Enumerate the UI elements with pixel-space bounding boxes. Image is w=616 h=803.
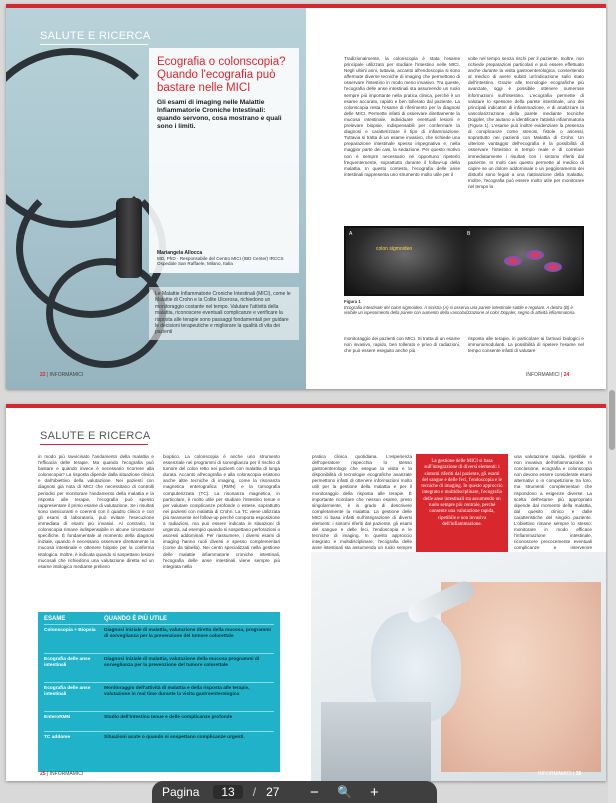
footer-right: INFORMAMICI | 24 <box>526 372 570 378</box>
section-underline <box>40 444 148 445</box>
text-column-1: in modo più ravvicinato l'andamento della malattia e l'efficacia delle terapie. Ma quando l'ecografia può bastare e quando invece è necessario ricorrere alla colonscopia? La risposta dipende dalla situazione clinica e dall'obiettivo della valutazione. Nei pazienti con diagnosi già nota di MICI che necessitano di controlli periodici per monitorare l'andamento della malattia e la risposta alle terapie, l'ecografia può spesso rappresentare il primo esame di valutazione. Se i risultati sono rassicuranti e coerenti con il quadro clinico e con gli esami di laboratorio, può evitare l'esecuzione immediata di esami più invasivi. Al contrario, la colonscopia rimane indispensabile in alcune circostanze specifiche. È fondamentale al momento della diagnosi iniziale, quando è necessario osservare direttamente la mucosa intestinale e ottenere biopsie per la conferma istologica. Inoltre, è indicata quando si sospettano lesioni mucosali che richiedono una valutazione diretta ed un esame istologico mediante prelievo <box>38 454 154 569</box>
doppler-signal <box>504 256 522 266</box>
author-block <box>149 250 299 266</box>
text-column-3: monitoraggio dei pazienti con MICI. Si tratta di un esame non invasivo, rapido, ben tollerato e privo di radiazioni, che può essere eseguito anche più <box>344 336 460 354</box>
text-column-4: una valutazione rapida, ripetibile e non invasiva dell'infiammazione. In conclusione, ecografia e colonscopia non devono essere considerate esami alternativi o in competizione tra loro, ma strumenti complementari che rispondono a esigenze diverse. La scelta dell'esame più appropriato dipende dal momento della malattia, dal quesito clinico e dalle caratteristiche del singolo paziente. L'obiettivo rimane sempre lo stesso: monitorare in modo efficace l'infiammazione intestinale, riconoscere precocemente eventuali complicanze e intervenire <box>514 454 592 551</box>
table-cell-use: Situazioni acute o quando si sospettano complicanze urgenti. <box>104 735 245 740</box>
zoom-out-button[interactable]: − <box>310 783 319 801</box>
table-row <box>44 624 274 653</box>
ultrasound-exam-photo <box>311 552 606 781</box>
table-cell-exam: TC addome <box>44 735 71 740</box>
page-number: 22 <box>40 372 46 378</box>
table-cell-use: Diagnosi iniziale di malattia, valutazione della mucosa programmi di sorveglianza per la prevenzione del tumore colorettale <box>104 657 260 668</box>
article-title: Ecografia o colonscopia? Quando l'ecografia può bastare nelle MICI <box>157 56 286 94</box>
ultrasound-image-b <box>464 228 582 294</box>
footer-magazine-name: INFORMAMICI <box>49 372 84 378</box>
figure-letter-b: B <box>467 231 471 237</box>
zoom-in-button[interactable]: + <box>370 783 379 801</box>
endoscope-cable-lower <box>46 258 166 368</box>
patient-neck <box>441 582 601 772</box>
table-cell-use: Studio dell'intestino tenue e delle complicanze profonde <box>104 715 233 720</box>
current-page-input[interactable]: 13 <box>213 785 242 799</box>
footer-magazine-name: INFORMAMICI <box>538 771 572 777</box>
figure-label-colon: colon sigmoideo <box>376 246 413 252</box>
table-cell-exam: Ecografia delle anse intestinali <box>44 657 91 668</box>
figure-caption-title: Figura 1 <box>344 299 361 304</box>
spread-pages-25-26 <box>6 404 606 781</box>
author-name: Mariangela Allocca <box>157 250 203 256</box>
page-number: 25 <box>40 771 46 777</box>
table-cell-exam: EnteroRMN <box>44 715 71 720</box>
article-lede: Le Malattie Infiammatorie Croniche Intestinali (MICI), come le Malattie di Crohn e la Colite Ulcerosa, richiedono un monitoraggio costante nel tempo. Valutare l'attività della malattia, riconoscere eventuali complicanze e verificare la risposta alle terapie sono passaggi fondamentali per guidare le decisioni terapeutiche e migliorare la qualità di vita dei pazienti <box>149 287 299 340</box>
top-accent-bar <box>6 4 606 8</box>
section-label: SALUTE E RICERCA <box>40 30 151 42</box>
zoom-icon[interactable]: 🔍 <box>336 785 352 799</box>
ultrasound-machine <box>321 702 431 781</box>
figure-caption-text: Ecografia intestinale del colon sigmoideo. A sinistra (A) si osserva una parete intestinale sottile e regolare. A destra (B) è visibile un ispessimento della parete con aumento della vascolarizzazione al color Doppler, segno di attività infiammatoria. <box>344 304 576 315</box>
figure-letter-a: A <box>349 231 353 237</box>
footer-magazine-name: INFORMAMICI <box>526 372 560 378</box>
text-column-2: bioptico. La colonscopia è anche uno strumento essenziale nei programmi di sorveglianza per il rischio di tumore del colon retto nei pazienti con malattia di lunga durata. Accanto all'ecografia e alla colonscopia esistono anche altre tecniche di imaging, come la risonanza magnetica enterografica (RMN) e la tomografia computerizzata (TC). La risonanza magnetica, in particolare, è molto utile per studiare l'intestino tenue e per valutare complicanze profonde o estese, soprattutto nei pazienti con malattia di Crohn. La TC viene utilizzata più raramente nel follow-up perché comporta esposizione a radiazioni, ma può essere indicata in situazioni di urgenza, ad esempio quando si sospettano perforazioni o ascessi addominali. Per riassumere, i diversi esami di imaging hanno ruoli diversi e spesso complementari (come da tabella). Nei centri specializzati nella gestione delle malattie infiammatorie croniche intestinali, l'ecografia delle anse intestinali viene sempre più integrata nella <box>163 454 280 569</box>
table-header-exam: ESAME <box>44 616 66 622</box>
text-column-1: Tradizionalmente, la colonscopia è stata l'esame principale utilizzato per studiare l'intestino nelle MICI. Negli ultimi anni, tuttavia, accanto all'endoscopia si sono affermate diverse tecniche di imaging che permettono di osservare l'intestino in modo meno invasivo. Tra queste, l'ecografia delle anse intestinali sta assumendo un ruolo sempre più importante nella pratica clinica, perché è un esame accurato, rapido e ben tollerato dal paziente. La colonscopia resta l'esame di riferimento per la diagnosi delle MICI. Permette infatti di osservare direttamente la mucosa intestinale, individuare eventuali lesioni e prelevare biopsie, indispensabili per confermare la diagnosi e caratterizzare il tipo di infiammazione. Tuttavia si tratta di un esame invasivo, che richiede una preparazione intestinale spesso impegnativa e, nella maggior parte dei casi, la sedazione. Per questo motivo non è sempre necessario né opportuno ripeterlo frequentemente, soprattutto durante il follow-up della malattia. In questo contesto, l'ecografia delle anse intestinali rappresenta uno strumento molto utile per il <box>344 56 460 177</box>
section-underline <box>40 44 148 45</box>
doppler-signal <box>544 262 562 272</box>
page-separator: / <box>252 785 257 799</box>
section-label: SALUTE E RICERCA <box>40 430 151 442</box>
table-header <box>44 616 274 622</box>
page-label: Pagina <box>162 785 200 799</box>
doppler-signal <box>526 250 544 260</box>
top-accent-bar <box>6 404 606 408</box>
ultrasound-image-a <box>346 228 464 294</box>
page-number: 24 <box>563 372 570 378</box>
footer-left: 25 | INFORMAMICI <box>40 771 84 777</box>
table-header-use: QUANDO È PIÙ UTILE <box>104 616 168 622</box>
figure-caption <box>344 299 584 316</box>
spread-pages-22-24 <box>6 4 606 389</box>
figure-ultrasound <box>344 226 584 296</box>
author-role: MD, PhD · Responsabile del Centro MICI (IBD Center) IRCCS Ospedale San Raffaele, Milano, Italia <box>157 256 284 266</box>
text-column-2: volte nel tempo senza rischi per il paziente. Inoltre, non richiede preparazioni particolari e può essere effettuato anche durante la visita gastroenterologica, consentendo al medico di avere subito un'indicazione sullo stato dell'intestino. Grazie alle tecnologie ecografiche più avanzate, oggi è possibile ottenere numerose informazioni sull'intestino. L'ecografia permette di valutare lo spessore della parete intestinale, uno dei principali indicatori di infiammazione, e di analizzare la vascolarizzazione della parete mediante tecniche Doppler, che aiutano a identificare l'attività infiammatoria (Figura 1). L'esame può inoltre evidenziare la presenza di complicanze come stenosi, fistole o ascessi, soprattutto nei pazienti con Malattia di Crohn. Un ulteriore vantaggio dell'ecografia è la possibilità di osservare l'intestino in tempo reale e di correlare immediatamente i risultati con i sintomi riferiti dal paziente. In molti casi questo permette al medico di capire se un dolore addominale o un peggioramento dei disturbi sono legati a una riattivazione della malattia. Inoltre, l'ecografia può essere molto utile per monitorare nel tempo la <box>468 56 584 189</box>
page-number: 26 <box>575 771 582 777</box>
table-row <box>44 682 274 711</box>
pull-quote: La gestione delle MICI si basa sull'integrazione di diversi elementi: i sintomi riferiti dal paziente, gli esami del sangue e delle feci, l'endoscopia e le tecniche di imaging. In questo approccio integrato e multidisciplinare, l'ecografia delle anse intestinali sta assumendo un ruolo sempre più centrale, perché consente una valutazione rapida, ripetibile e non invasiva dell'infiammazione. <box>416 454 508 554</box>
table-cell-use: Monitoraggio dell'attività di malattia e della risposta alle terapie, valutazione in real time durante la visita gastroenterologica <box>104 686 250 697</box>
text-column-4: risposta alle terapie, in particolare ai farmaci biologici e immunomodulanti. La possibilità di ripetere l'esame nel tempo consente infatti di valutare <box>468 336 584 354</box>
footer-magazine-name: INFORMAMICI <box>49 771 84 777</box>
table-cell-use: Diagnosi iniziale di malattia, valutazione diretta della mucosa, programmi di sorveglianza per la prevenzione del tumore colorettale <box>104 628 271 639</box>
table-row <box>44 731 274 751</box>
table-cell-exam: Colonscopia + Biopsia <box>44 628 96 633</box>
page-navigation-toolbar <box>152 781 437 803</box>
article-subtitle: Gli esami di imaging nelle Malattie Infiammatorie Croniche Intestinali: quando servono, cosa mostrano e quali sono i limiti. <box>157 99 282 130</box>
text-column-3: pratica clinica quotidiana. L'esperienza dell'operatore rispecchia lo stesso gastroenterologo che esegue la visita e la disponibilità di tecnologie ecografiche avanzate permettono infatti di ottenere informazioni molto utili per la gestione della malattia e per il monitoraggio della risposta alle terapie. È importante ricordare che nessun esame, preso singolarmente, è in grado di descrivere completamente la malattia. La gestione delle MICI si basa infatti sull'integrazione di diversi elementi: i sintomi riferiti dal paziente, gli esami del sangue e delle feci, l'endoscopia e le tecniche di imaging. In questo approccio integrato e multidisciplinare, l'ecografia delle anse intestinali sta assumendo un ruolo sempre <box>312 454 412 551</box>
title-panel <box>149 48 299 273</box>
exam-table <box>38 612 280 772</box>
footer-right: INFORMAMICI | 26 <box>538 771 582 777</box>
table-cell-exam: Ecografia delle anse intestinali <box>44 686 91 697</box>
table-row <box>44 711 274 731</box>
scrollbar[interactable] <box>608 0 616 803</box>
table-row <box>44 653 274 682</box>
footer-left: 22 | INFORMAMICI <box>40 372 84 378</box>
scrollbar-thumb[interactable] <box>609 390 615 450</box>
total-pages: 27 <box>266 785 280 799</box>
endoscope-handle <box>116 198 142 278</box>
